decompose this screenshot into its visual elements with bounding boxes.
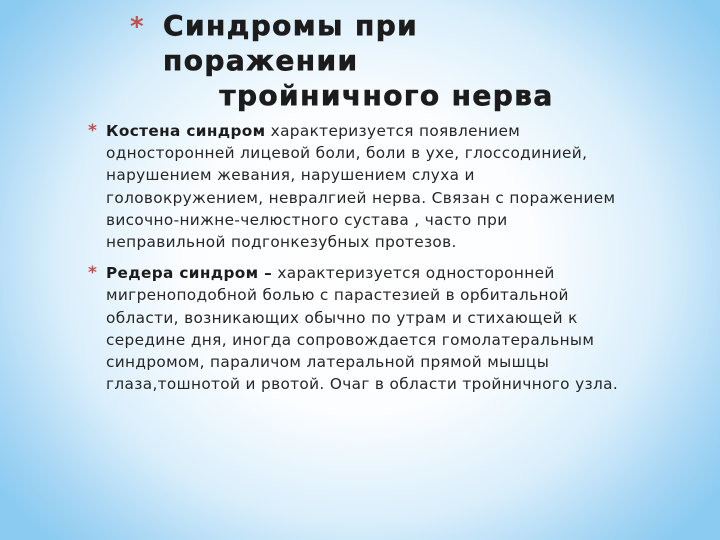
description-kosten: характеризуется появлением односторонней лицевой боли, боли в ухе, глоссодинией, нарушением жевания, нарушением слуха и головокружением, невралгией нерва. Связан с поражением височно-нижне-челюстного сустава , часто при неправильной подгонкезубных протезов. bbox=[106, 122, 616, 252]
bullet-marker: * bbox=[88, 263, 98, 284]
slide-body bbox=[88, 120, 628, 404]
title-line-2: тройничного нерва bbox=[219, 79, 554, 112]
term-reder: Редера синдром – bbox=[106, 264, 273, 283]
title-bullet: * bbox=[130, 12, 144, 42]
description-reder: характеризуется односторонней мигреноподобной болью с парастезией в орбитальной области, возникающих обычно по утрам и стихающей к середине дня, иногда сопровождается гомолатеральным синдромом, параличом латеральной прямой мышцы глаза,тошнотой и рвотой. Очаг в области тройничного узла. bbox=[106, 264, 619, 394]
list-item-kosten bbox=[88, 120, 628, 253]
title-line-1: Синдромы при поражении bbox=[163, 9, 419, 77]
list-item-reder bbox=[88, 262, 628, 395]
slide-title-block bbox=[130, 8, 610, 113]
term-kosten: Костена синдром bbox=[106, 122, 266, 140]
bullet-marker: * bbox=[88, 121, 98, 141]
slide-title bbox=[130, 8, 610, 113]
